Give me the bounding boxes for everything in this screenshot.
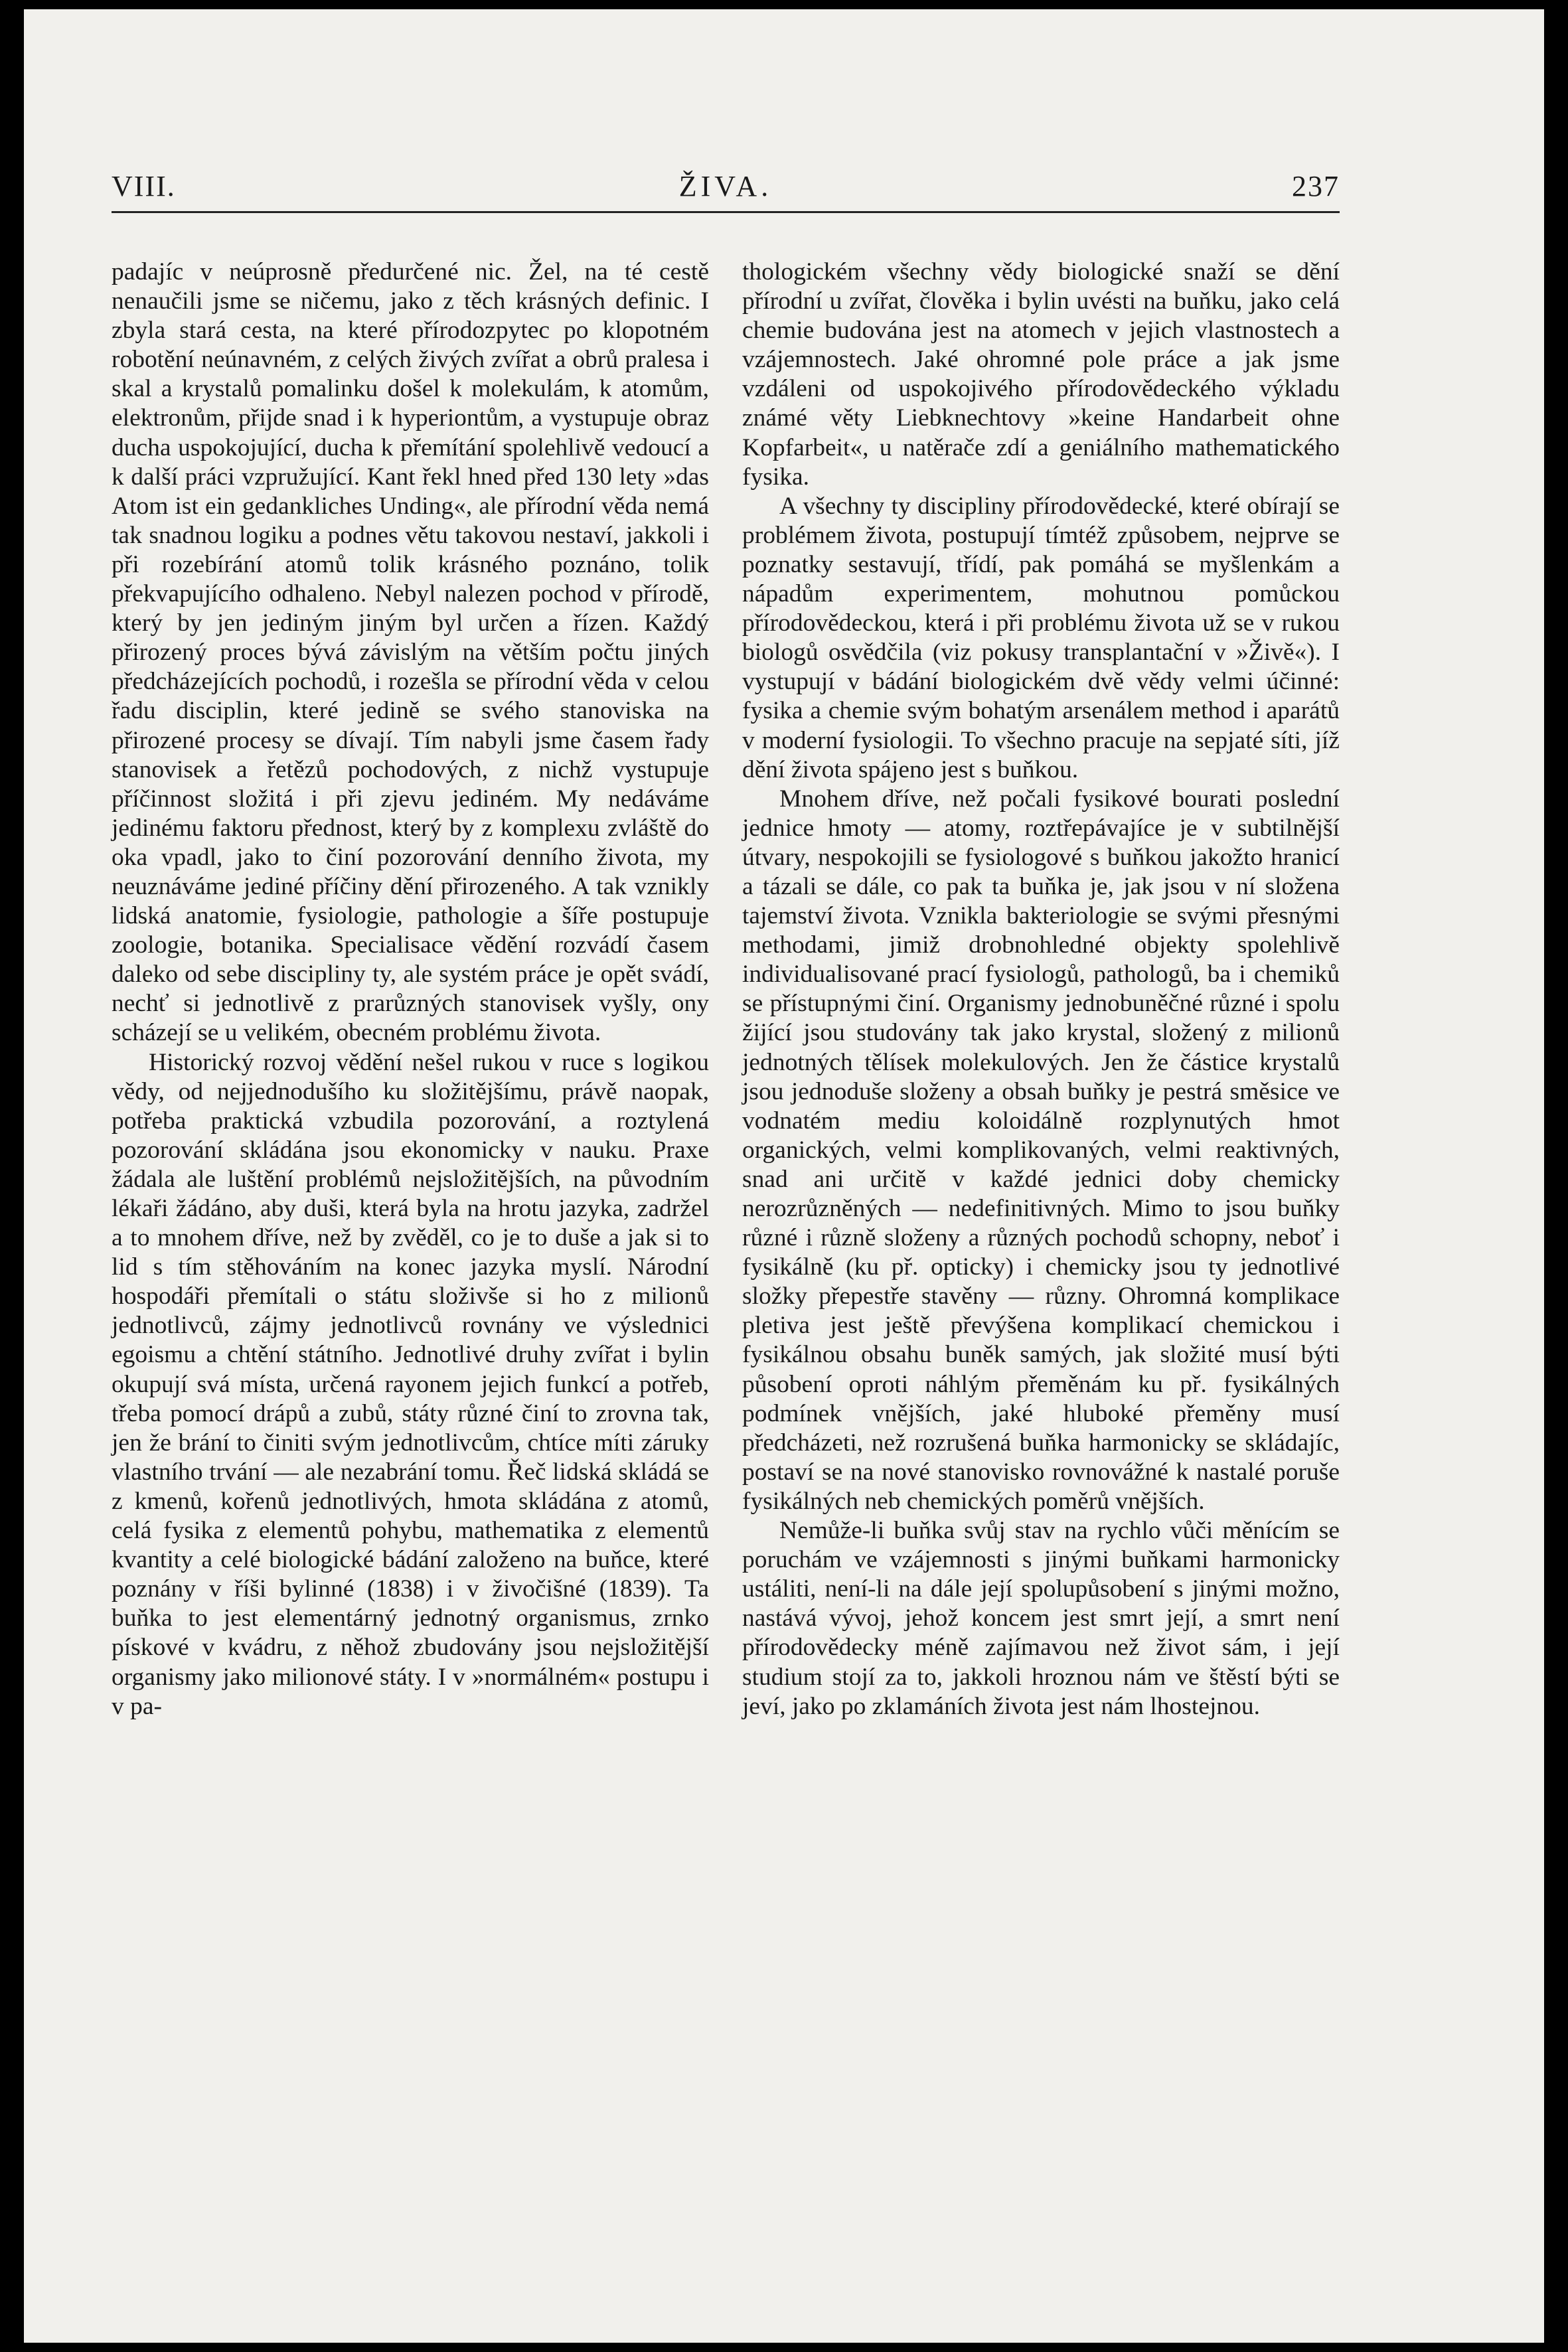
paragraph: A všechny ty discipliny přírodovědecké, které obírají se problémem života, postupují tímtéž způsobem, nejprve se poznatky sestavují, třídí, pak pomáhá se myšlenkám a nápadům experimentem, mohutnou pomůckou přírodovědeckou, která i při problému života už se v rukou biologů osvědčila (viz pokusy transplantační v »Živě«). I vystupují v bádání biologickém dvě vědy velmi účinné: fysika a chemie svým bohatým arsenálem method i aparátů v moderní fysiologii. To všechno pracuje na sepjaté síti, jíž dění života spájeno jest s buňkou. — [742, 492, 1340, 783]
paragraph: Nemůže-li buňka svůj stav na rychlo vůči měnícím se poruchám ve vzájemnosti s jinými buňkami harmonicky ustáliti, není-li na dále její spolupůsobení s jinými možno, nastává vývoj, jehož koncem jest smrt její, a smrt není přírodovědecky méně zajímavou než život sám, i její studium stojí za to, jakkoli hroznou nám ve štěstí býti se jeví, jako po zklamáních života jest nám lhostejnou. — [742, 1517, 1340, 1720]
page-number: 237 — [1292, 170, 1340, 202]
paragraph: Mnohem dříve, než počali fysikové bourati poslední jednice hmoty — atomy, roztřepávajíce je v subtilnější útvary, nespokojili se fysiologové s buňkou jakožto hranicí a tázali se dále, co pak ta buňka je, jak jsou v ní složena tajemství života. Vznikla bakteriologie se svými přesnými methodami, jimiž drobnohledné objekty spolehlivě individualisované prací fysiologů, pathologů, ba i chemiků se přístupnými činí. Organismy jednobuněčné různé i spolu žijící jsou studovány tak jako krystal, složený z milionů jednotných tělísek molekulových. Jen že částice krystalů jsou jednoduše složeny a obsah buňky je pestrá směsice ve vodnatém mediu koloidálně rozplynutých hmot organických, velmi komplikovaných, velmi reaktivných, snad ani určitě v každé jednici doby chemicky nerozrůzněných — nedefinitivných. Mimo to jsou buňky různé i různě složeny a různých pochodů schopny, neboť i fysikálně (ku př. opticky) i chemicky jsou ty jednotlivé složky přepestře stavěny — různy. Ohromná komplikace pletiva jest ještě převýšena komplikací chemickou i fysikálnou obsahu buněk samých, jak složité musí býti působení oproti náhlým přeměnám ku př. fysikálných podmínek vnějších, jaké hluboké přeměny musí předcházeti, než rozrušená buňka harmonicky se skládajíc, postaví se na nové stanovisko rovnovážné k nastalé poruše fysikálných neb chemických poměrů vnějších. — [742, 785, 1340, 1515]
volume-number: VIII. — [112, 170, 176, 202]
paragraph: Historický rozvoj vědění nešel rukou v ruce s logikou vědy, od nejjednodušího ku složitějšímu, právě naopak, potřeba praktická vzbudila pozorování, a roztylená pozorování skládána jsou ekonomicky v nauku. Praxe žádala ale luštění problémů nejsložitějších, na původním lékaři žádáno, aby duši, která byla na hrotu jazyka, zadržel a to mnohem dříve, než by zvěděl, co je to duše a jak si to lid s tím stěhováním na konec jazyka myslí. Národní hospodáři přemítali o státu složivše si ho z milionů jednotlivců, zájmy jednotlivců rovnány ve výslednici egoismu a chtění státního. Jednotlivé druhy zvířat i bylin okupují svá místa, určená rayonem jejich funkcí a potřeb, třeba pomocí drápů a zubů, státy různé činí to zrovna tak, jen že brání to činiti svým jednotlivcům, chtíce míti záruky vlastního trvání — ale nezabrání tomu. Řeč lidská skládá se z kmenů, kořenů jednotlivých, hmota skládána z atomů, celá fysika z elementů pohybu, mathematika z elementů kvantity a celé biologické bádání založeno na buňce, které poznány v říši bylinné (1838) i v živočišné (1839). Ta buňka to jest elementárný jednotný organismus, zrnko pískové v kvádru, z něhož zbudovány jsou nejsložitější organismy jako milionové státy. I v »normálném« postupu i v pa- — [112, 1048, 709, 1720]
paragraph: thologickém všechny vědy biologické snaží se dění přírodní u zvířat, člověka i bylin uvésti na buňku, jako celá chemie budována jest na atomech v jejich vlastnostech a vzájemnostech. Jaké ohromné pole práce a jak jsme vzdáleni od uspokojivého přírodovědeckého výkladu známé věty Liebknechtovy »keine Handarbeit ohne Kopfarbeit«, u natěrače zdí a geniálního mathematického fysika. — [742, 258, 1340, 491]
left-column — [112, 258, 709, 1721]
journal-title: ŽIVA. — [678, 170, 773, 202]
running-header — [112, 169, 1340, 209]
paragraph: padajíc v neúprosně předurčené nic. Žel, na té cestě nenaučili jsme se ničemu, jako z těch krásných definic. I zbyla stará cesta, na které přírodozpytec po klopotném robotění neúnavném, z celých živých zvířat a obrů pralesa i skal a krystalů pomalinku došel k molekulám, k atomům, elektronům, přijde snad i k hyperiontům, a vystupuje obraz ducha uspokojující, ducha k přemítání spolehlivě vedoucí a k další práci vzpružující. Kant řekl hned před 130 lety »das Atom ist ein gedankliches Unding«, ale přírodní věda nemá tak snadnou logiku a podnes větu takovou nestaví, jakkoli i při rozebírání atomů tolik krásného poznáno, tolik překvapujícího odhaleno. Nebyl nalezen pochod v přírodě, který by jen jediným jiným byl určen a řízen. Každý přirozený proces bývá závislým na větším počtu jiných předcházejících pochodů, i rozešla se přírodní věda v celou řadu disciplin, které jedině se svého stanoviska na přirozené procesy se dívají. Tím nabyli jsme časem řady stanovisek a řetězů pochodových, z nichž vystupuje příčinnost složitá i při zjevu jediném. My nedáváme jedinému faktoru přednost, který by z komplexu zvláště do oka vpadl, jako to činí pozorování denního života, my neuznáváme jediné příčiny dění přirozeného. A tak vznikly lidská anatomie, fysiologie, pathologie a šíře postupuje zoologie, botanika. Specialisace vědění rozvádí časem daleko od sebe discipliny ty, ale systém práce je opět svádí, nechť si jednotlivě z prarůzných stanovisek vyšly, ony scházejí se u velikém, obecném problému života. — [112, 258, 709, 1047]
header-rule — [112, 211, 1340, 213]
right-column — [742, 258, 1340, 1721]
